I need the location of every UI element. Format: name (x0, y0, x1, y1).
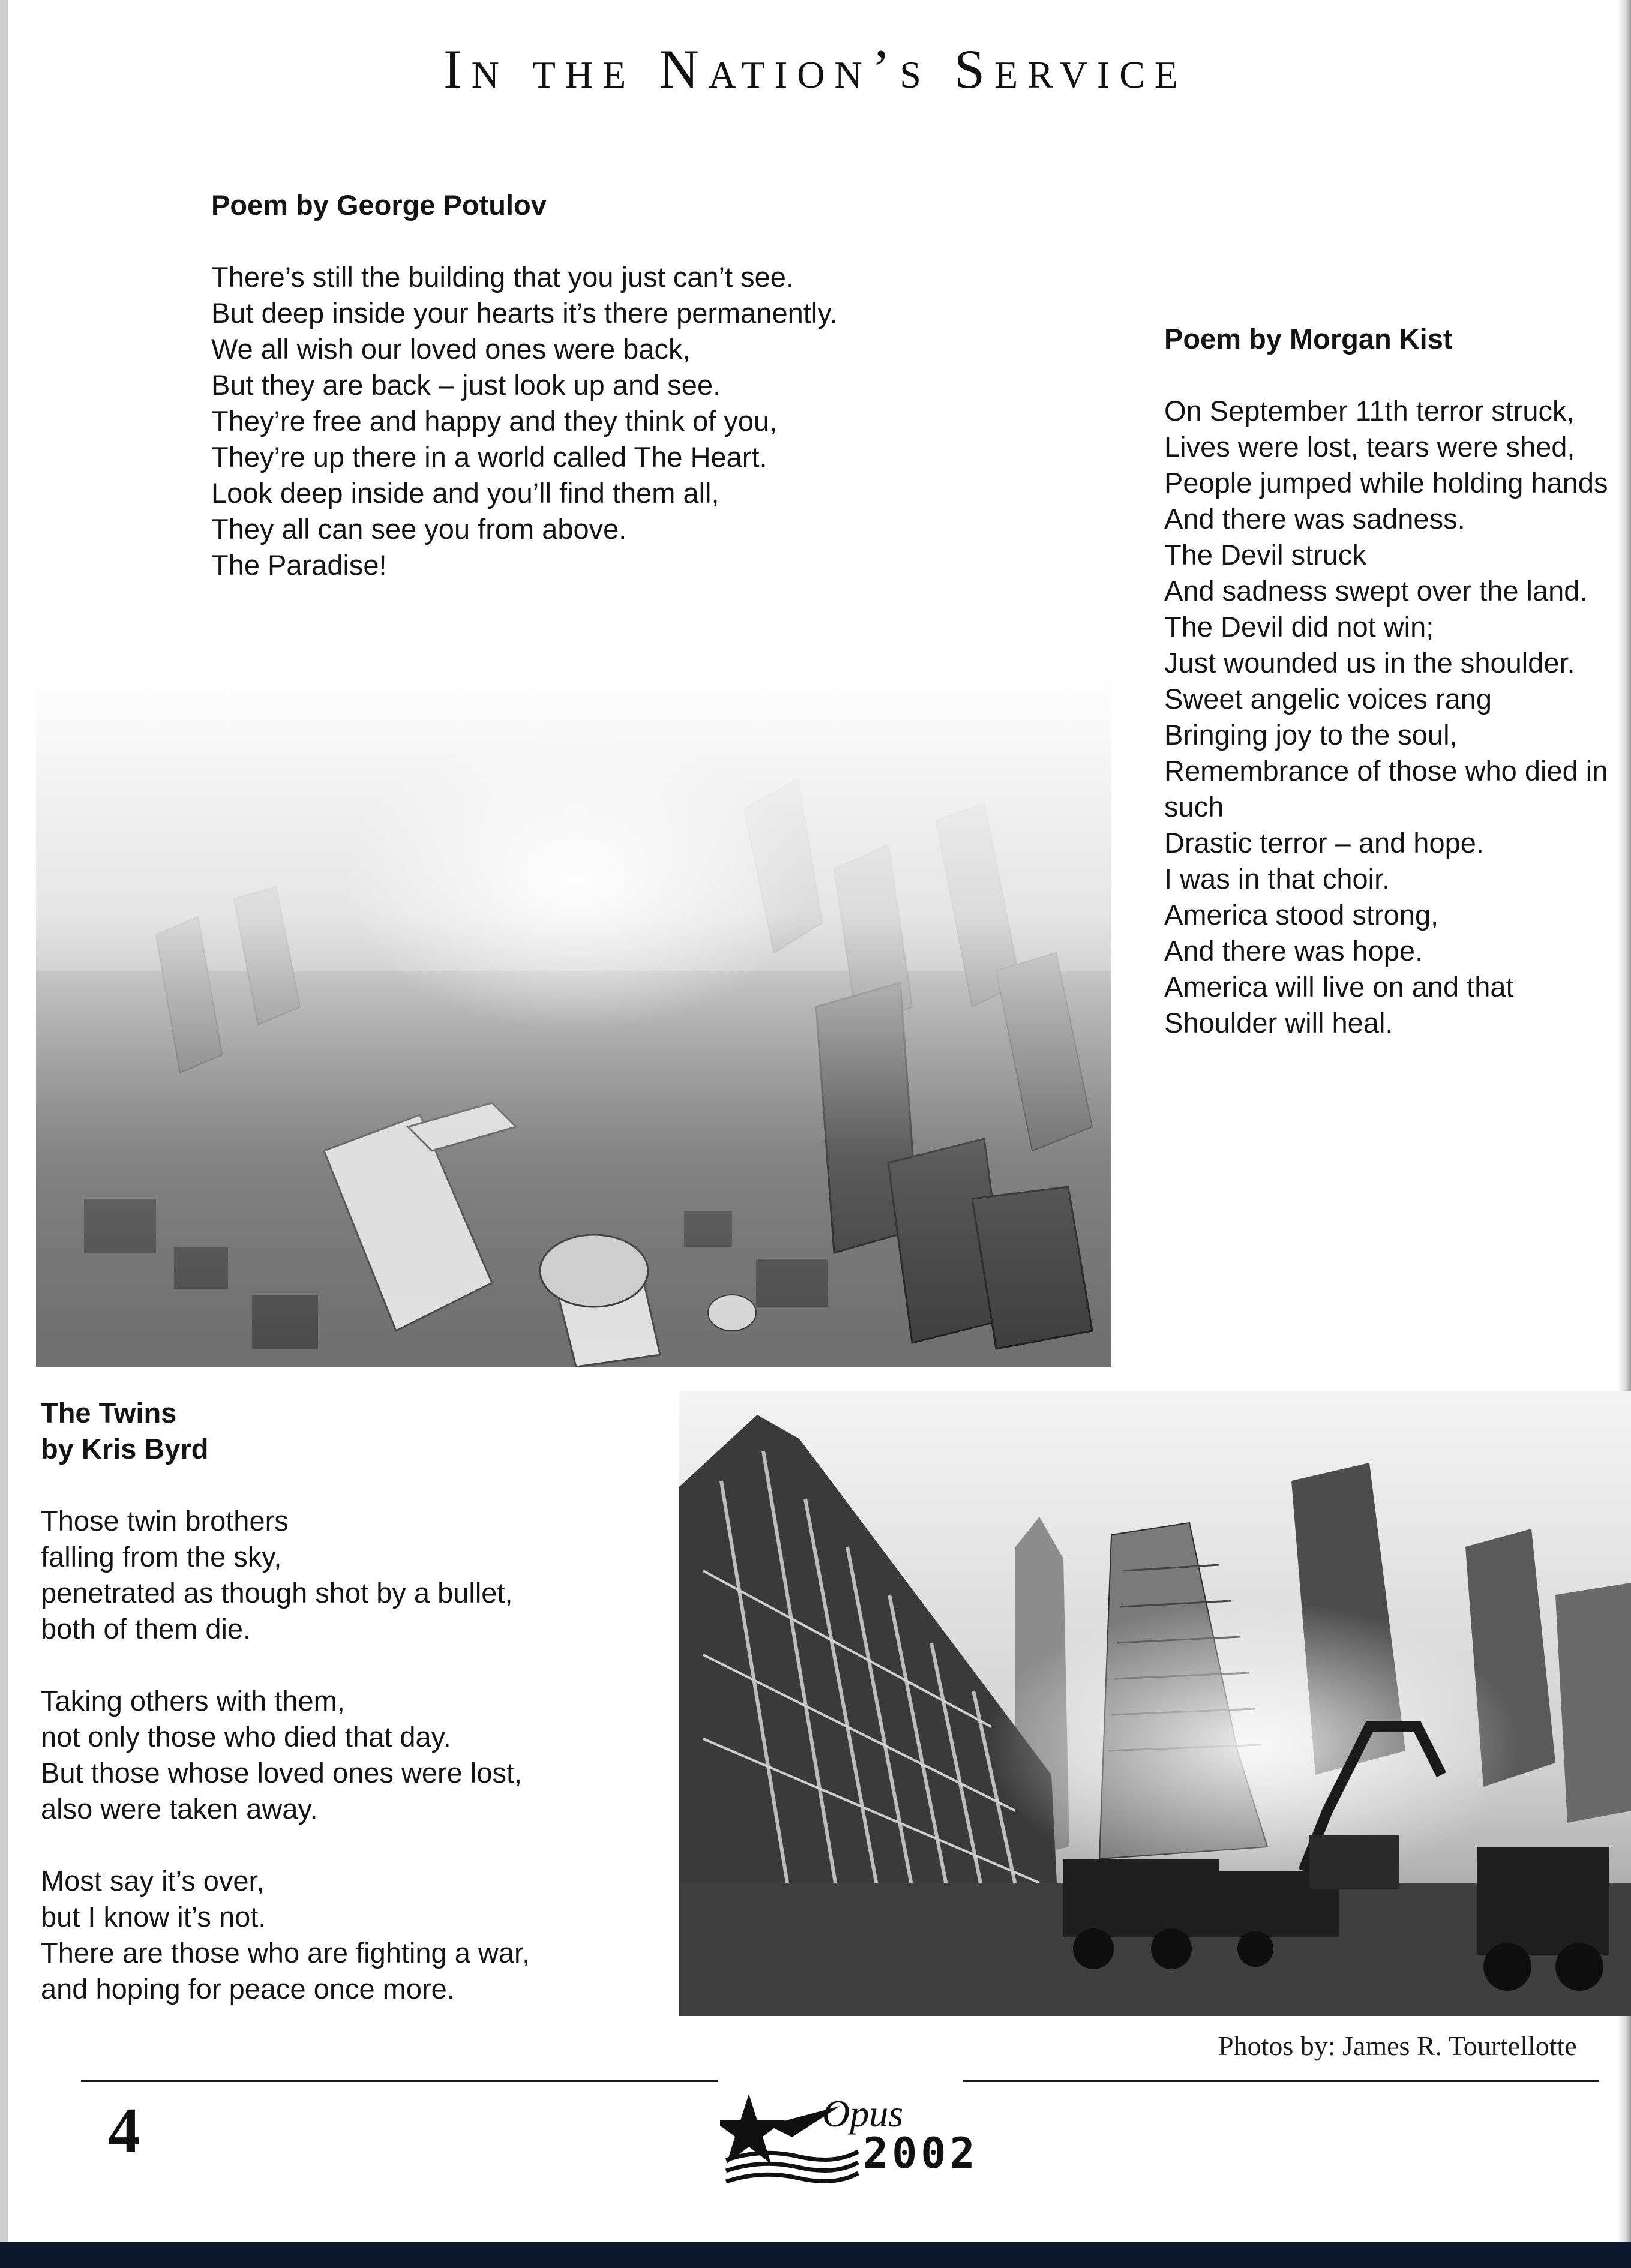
poem-line: and hoping for peace once more. (41, 1973, 455, 2005)
poem-line: Taking others with them, (41, 1685, 345, 1717)
poem-line: such (1164, 791, 1224, 823)
poem-line: They’re up there in a world called The Heart. (211, 441, 767, 473)
poem-byrd-byline: by Kris Byrd (41, 1433, 209, 1465)
poem-line: America will live on and that (1164, 971, 1514, 1003)
poem-line: The Paradise! (211, 549, 387, 581)
poem-line: America stood strong, (1164, 899, 1439, 931)
poem-line: Lives were lost, tears were shed, (1164, 431, 1575, 463)
footer-rule-left (81, 2080, 718, 2082)
poem-line: Remembrance of those who died in (1164, 755, 1608, 787)
poem-line: But those whose loved ones were lost, (41, 1757, 523, 1789)
poem-line: not only those who died that day. (41, 1721, 451, 1753)
poem-line: We all wish our loved ones were back, (211, 333, 691, 365)
photo-credit: Photos by: James R. Tourtellotte (1218, 2030, 1577, 2061)
poem-byrd-stanza-1 (41, 1503, 530, 1647)
poem-line: Sweet angelic voices rang (1164, 683, 1492, 715)
poem-line: And there was hope. (1164, 935, 1423, 967)
page-number: 4 (108, 2095, 140, 2167)
poem-line: The Devil struck (1164, 539, 1366, 571)
logo-word: Opus (822, 2092, 904, 2135)
poem-line: Bringing joy to the soul, (1164, 719, 1458, 751)
poem-line: both of them die. (41, 1613, 251, 1645)
poem-line: but I know it’s not. (41, 1901, 266, 1933)
poem-byrd (41, 1395, 530, 2007)
poem-line: Shoulder will heal. (1164, 1007, 1393, 1039)
footer-rule-right (963, 2080, 1599, 2082)
poem-line: People jumped while holding hands (1164, 467, 1608, 499)
poem-line: Those twin brothers (41, 1505, 289, 1537)
poem-line: And sadness swept over the land. (1164, 575, 1588, 607)
poem-line: They’re free and happy and they think of you, (211, 405, 778, 437)
poem-line: There’s still the building that you just can’t see. (211, 261, 794, 293)
poem-line: The Devil did not win; (1164, 611, 1434, 643)
poem-line: I was in that choir. (1164, 863, 1390, 895)
aerial-photo-image (36, 671, 1111, 1367)
poem-line: Just wounded us in the shoulder. (1164, 647, 1575, 679)
ruins-photo (679, 1391, 1631, 2016)
poem-potulov (211, 187, 837, 583)
poem-line: And there was sadness. (1164, 503, 1465, 535)
poem-line: On September 11th terror struck, (1164, 395, 1575, 427)
aerial-photo (36, 671, 1111, 1367)
scan-bottom-bar (0, 2242, 1631, 2268)
poem-line: also were taken away. (41, 1793, 318, 1825)
poem-kist (1164, 321, 1631, 1041)
poem-byrd-stanza-2 (41, 1683, 530, 1827)
poem-kist-lines (1164, 393, 1631, 1041)
poem-line: falling from the sky, (41, 1541, 282, 1573)
poem-line: Drastic terror – and hope. (1164, 827, 1484, 859)
logo-year: 2002 (863, 2129, 979, 2178)
poem-line: They all can see you from above. (211, 513, 627, 545)
poem-line: But they are back – just look up and see. (211, 369, 721, 401)
poem-potulov-heading: Poem by George Potulov (211, 189, 547, 221)
poem-line: Most say it’s over, (41, 1865, 265, 1897)
poem-byrd-title: The Twins (41, 1397, 177, 1429)
poem-line: But deep inside your hearts it’s there permanently. (211, 297, 838, 329)
poem-kist-heading: Poem by Morgan Kist (1164, 323, 1453, 355)
ruins-photo-image (679, 1391, 1631, 2016)
poem-line: penetrated as though shot by a bullet, (41, 1577, 513, 1609)
poem-potulov-lines (211, 259, 837, 583)
poem-line: There are those who are fighting a war, (41, 1937, 530, 1969)
page-title: In the Nation’s Service (443, 38, 1188, 100)
poem-line: Look deep inside and you’ll find them all, (211, 477, 719, 509)
poem-byrd-stanza-3 (41, 1863, 530, 2007)
page-edge-left (0, 0, 8, 2268)
opus-logo (720, 2089, 979, 2191)
